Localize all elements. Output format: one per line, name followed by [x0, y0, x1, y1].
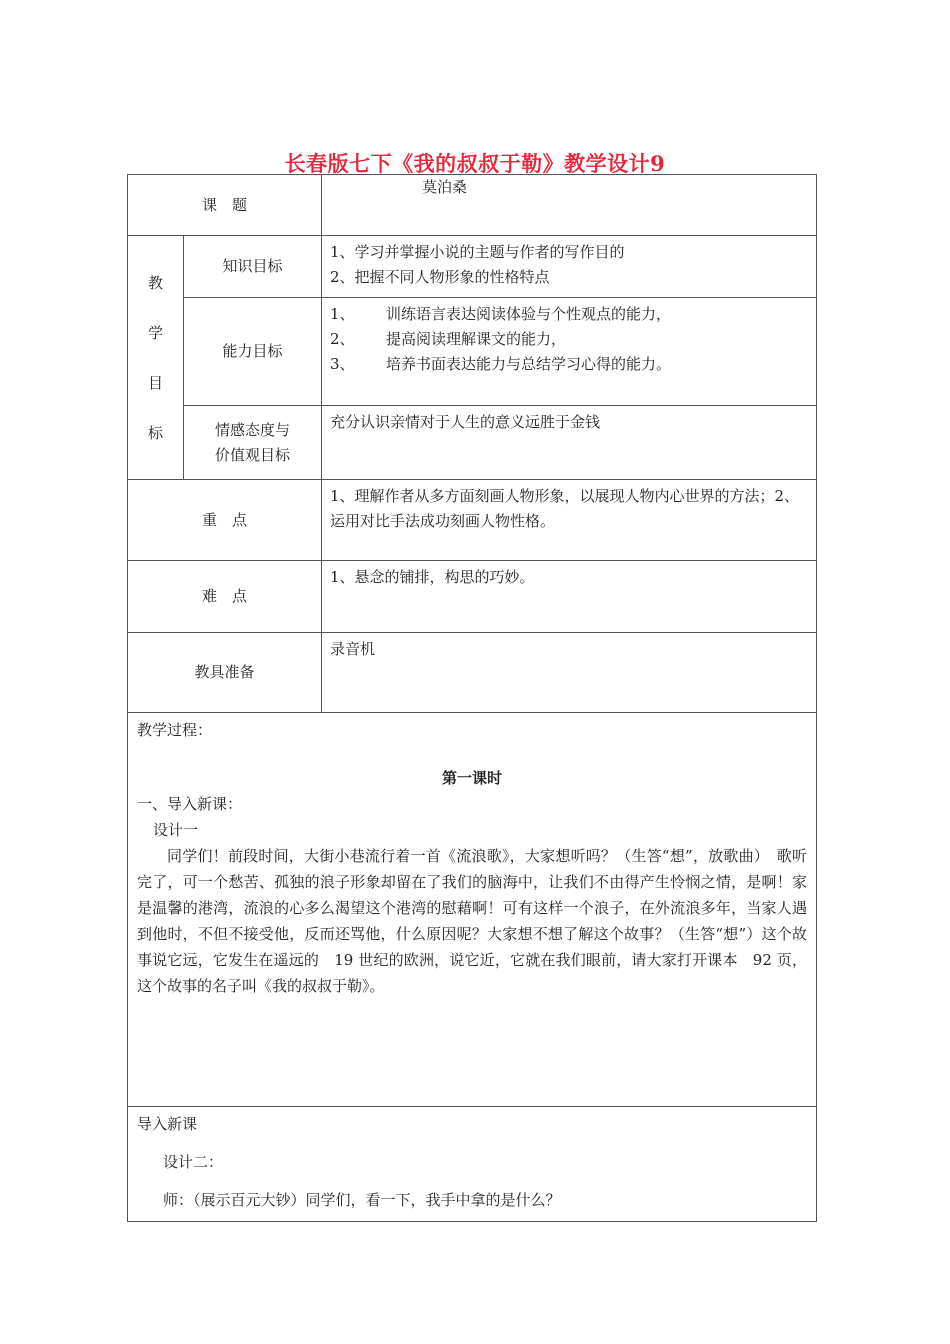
ability-item-text: 训练语言表达阅读体验与个性观点的能力，: [386, 305, 672, 323]
ability-item-text: 培养书面表达能力与总结学习心得的能力。: [386, 355, 672, 373]
process2-cell: [128, 1107, 817, 1222]
ability-label: 能力目标: [184, 298, 322, 406]
emotion-label: [184, 406, 322, 480]
tools-row: [128, 633, 817, 713]
design-label: 设计一: [153, 821, 199, 839]
process-cell: [128, 713, 817, 1107]
knowledge-item: 1、学习并掌握小说的主题与作者的写作目的: [330, 243, 625, 261]
section-heading: 一、导入新课：: [137, 795, 243, 813]
process2-row: [128, 1107, 817, 1222]
knowledge-items: [322, 236, 817, 298]
ability-item-num: 1、: [330, 305, 355, 323]
emotion-label-line: 价值观目标: [215, 445, 291, 464]
emotion-row: [128, 406, 817, 480]
process-row: [128, 713, 817, 1107]
ability-item-num: 2、: [330, 330, 355, 348]
difficulties-label: 难 点: [128, 561, 322, 633]
goals-char-4: 标: [147, 423, 163, 442]
tools-label: 教具准备: [128, 633, 322, 713]
key-points-label: 重 点: [128, 480, 322, 561]
lesson-heading: 第一课时: [442, 769, 503, 787]
topic-label-text: 课 题: [202, 195, 248, 214]
process-heading: 教学过程：: [137, 721, 213, 739]
emotion-value: 充分认识亲情对于人生的意义远胜于金钱: [322, 406, 817, 480]
emotion-label-line: 情感态度与: [215, 420, 291, 439]
knowledge-label: 知识目标: [184, 236, 322, 298]
knowledge-row: [128, 236, 817, 298]
difficulties-row: [128, 561, 817, 633]
ability-item-num: 3、: [330, 355, 355, 373]
tools-value: 录音机: [322, 633, 817, 713]
key-points-row: [128, 480, 817, 561]
ability-item-text: 提高阅读理解课文的能力，: [386, 330, 567, 348]
difficulties-value: 1、悬念的铺排，构思的巧妙。: [322, 561, 817, 633]
knowledge-item: 2、把握不同人物形象的性格特点: [330, 268, 550, 286]
page-title: 长春版七下《我的叔叔于勒》教学设计9: [284, 151, 666, 176]
lesson-plan-table: [127, 174, 817, 1222]
teacher-line: 师：（展示百元大钞）同学们，看一下，我手中拿的是什么？: [163, 1191, 561, 1209]
process2-heading: 导入新课: [137, 1115, 198, 1133]
goals-label: [128, 236, 184, 480]
topic-label: [128, 175, 322, 236]
goals-char-1: 教: [147, 273, 163, 292]
intro-paragraph: 同学们！前段时间，大街小巷流行着一首《流浪歌》，大家想听吗？（生答“想”，放歌曲） 歌听完了，可一个愁苦、孤独的浪子形象却留在了我们的脑海中，让我们不由得产生怜悯之情，是啊！家是温馨的港湾，流浪的心多么渴望这个港湾的慰藉啊！可有这样一个浪子，在外流浪多年，当家人遇到他时，不但不接受他，反而还骂他，什么原因呢？大家想不想了解这个故事？（生答“想”）这个故事说它远，它发生在遥远的 19 世纪的欧洲，说它近，它就在我们眼前，请大家打开课本 92 页，这个故事的名子叫《我的叔叔于勒》。: [137, 847, 808, 995]
key-points-value: 1、理解作者从多方面刻画人物形象，以展现人物内心世界的方法；2、运用对比手法成功刻画人物性格。: [322, 480, 817, 561]
ability-item: [330, 352, 808, 377]
ability-item: [330, 327, 808, 352]
goals-char-2: 学: [147, 323, 163, 342]
topic-value: 莫泊桑: [322, 175, 817, 236]
design2-label: 设计二：: [163, 1153, 224, 1171]
ability-row: [128, 298, 817, 406]
topic-row: [128, 175, 817, 236]
ability-item: [330, 302, 808, 327]
goals-char-3: 目: [147, 373, 163, 392]
ability-items: [322, 298, 817, 406]
